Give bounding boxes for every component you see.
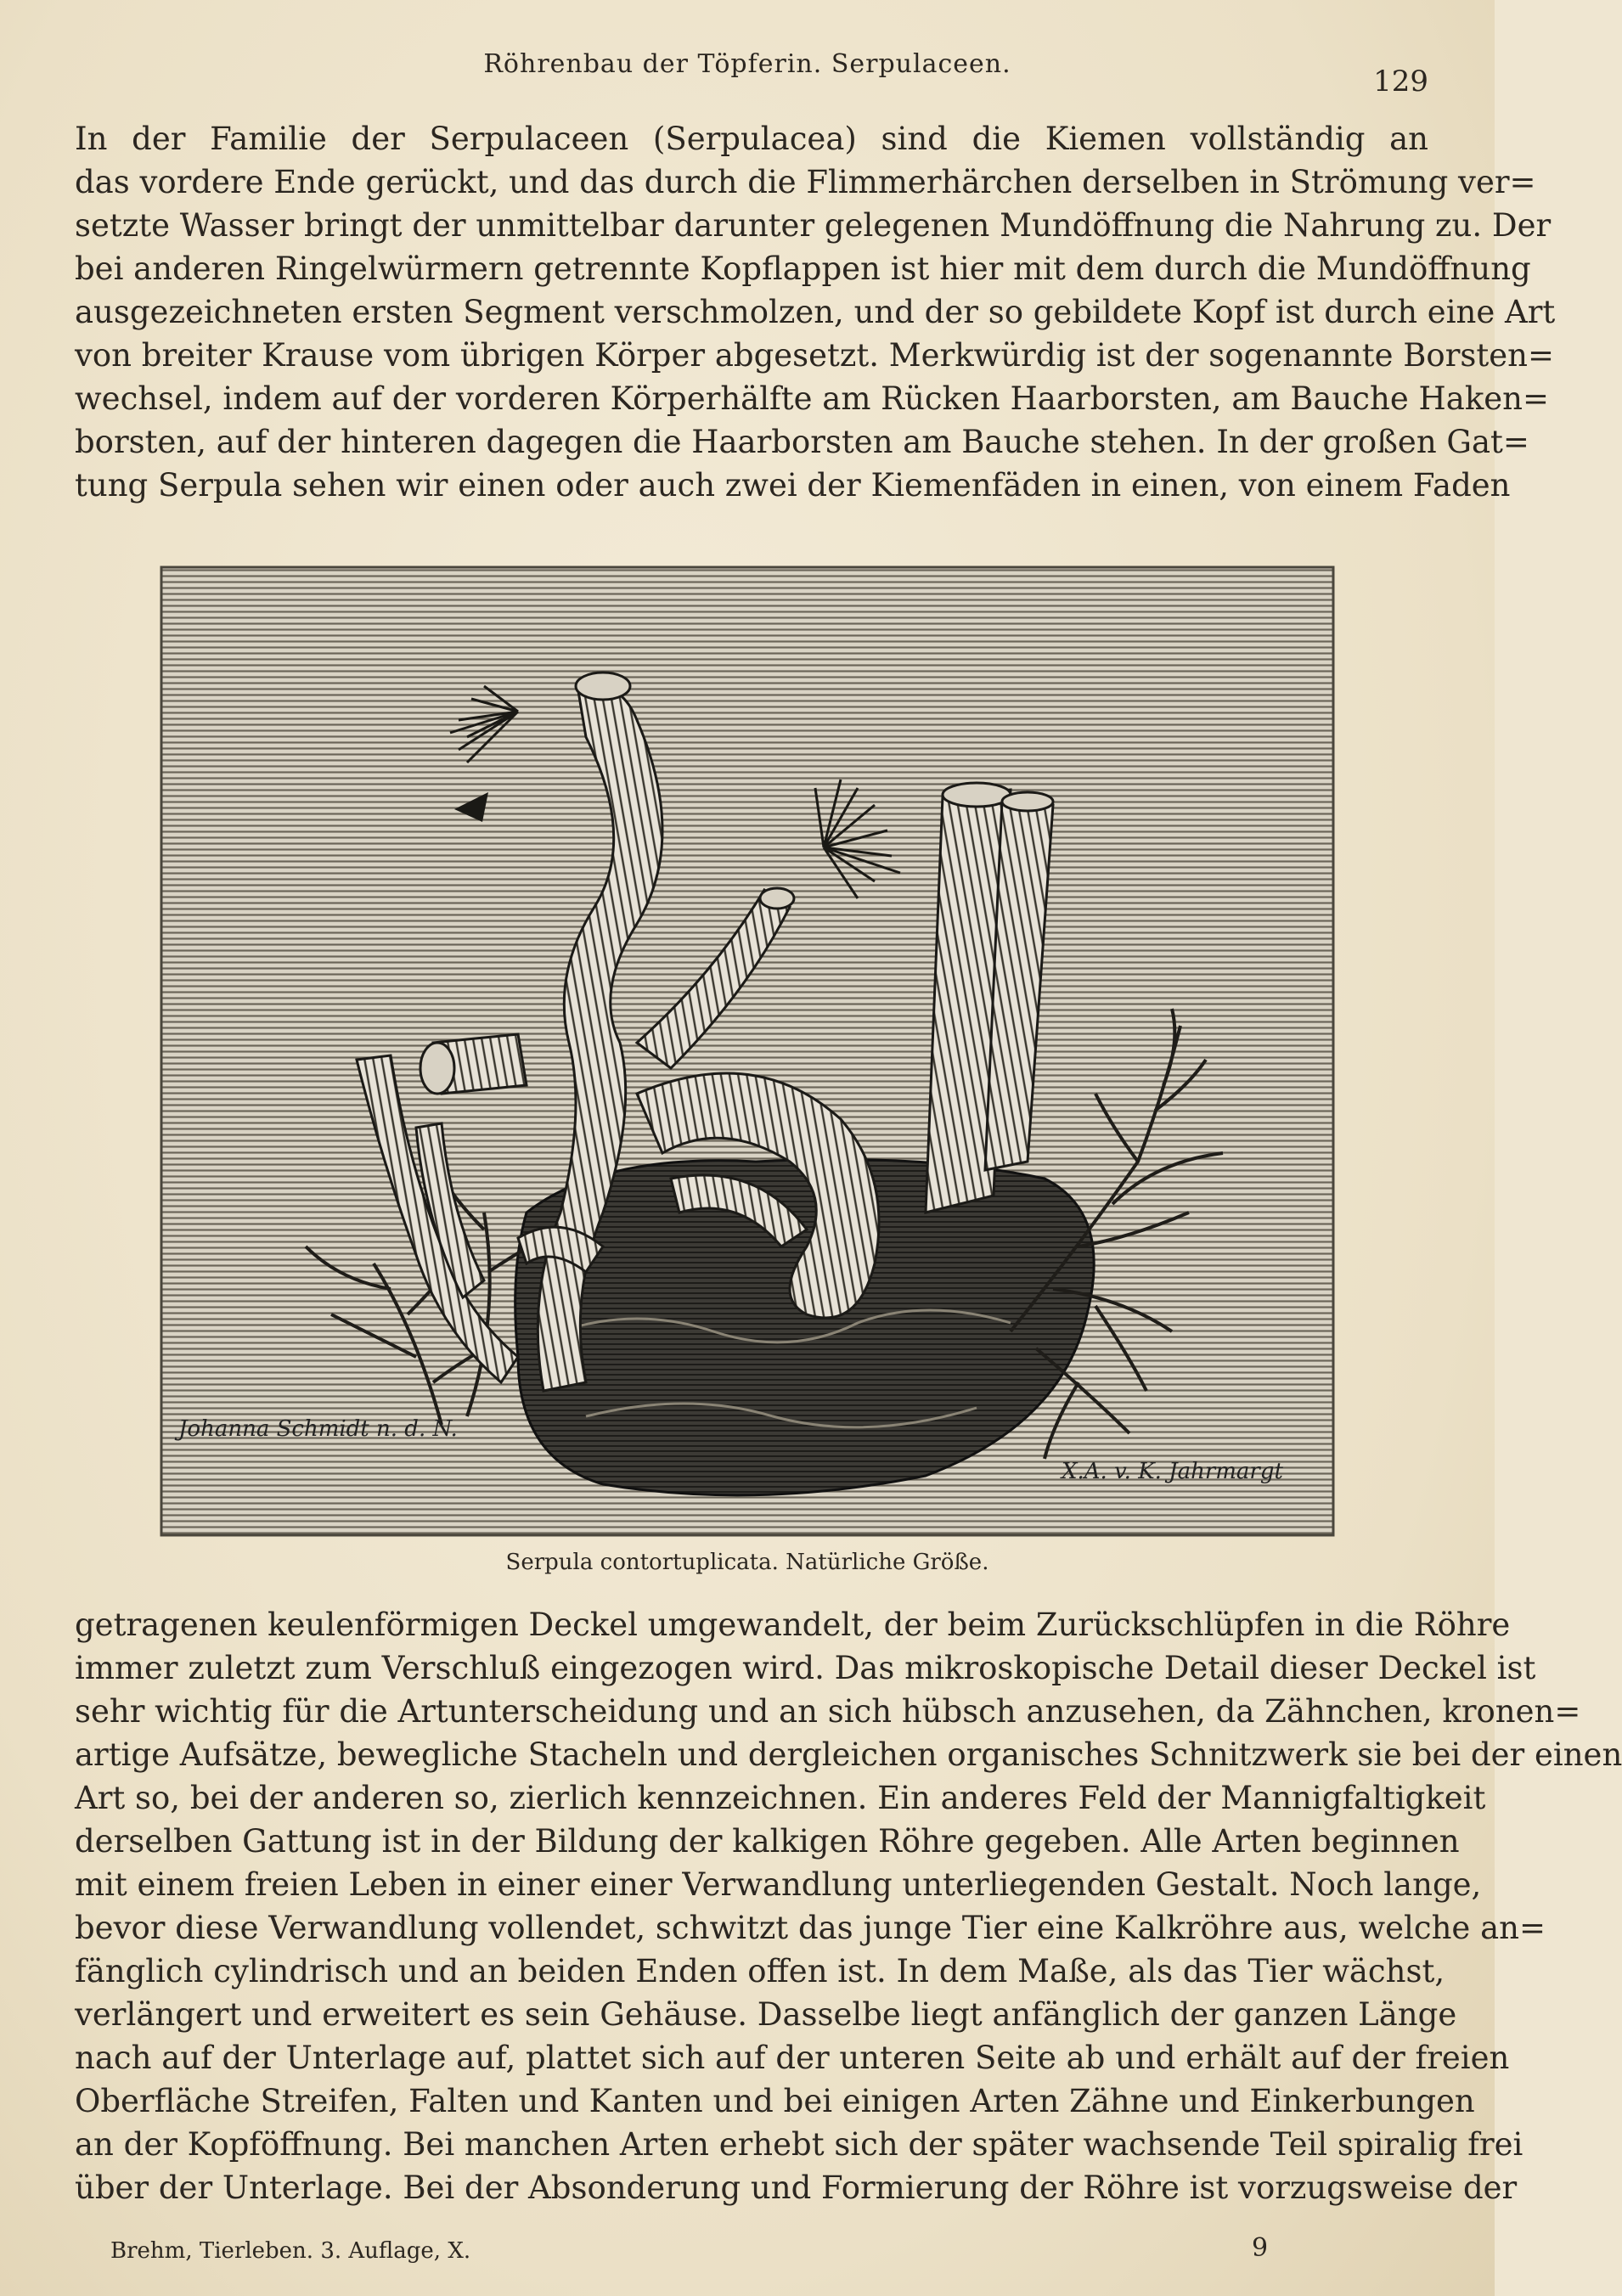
text-line: nach auf der Unterlage auf, plattet sich auf der unteren Seite ab und erhält auf der freien	[75, 2040, 1510, 2076]
text-line: sehr wichtig für die Artunterscheidung und an sich hübsch anzusehen, da Zähnchen, kronen=	[75, 1693, 1581, 1730]
text-line: von breiter Krause vom übrigen Körper abgesetzt. Merkwürdig ist der sogenannte Borsten=	[75, 337, 1554, 374]
text-line: bevor diese Verwandlung vollendet, schwitzt das junge Tier eine Kalkröhre aus, welche an=	[75, 1910, 1546, 1946]
text-line: ausgezeichneten ersten Segment verschmolzen, und der so gebildete Kopf ist durch eine Art	[75, 294, 1556, 330]
text-line: wechsel, indem auf der vorderen Körperhälfte am Rücken Haarborsten, am Bauche Haken=	[75, 380, 1549, 417]
text-line: mit einem freien Leben in einer einer Verwandlung unterliegenden Gestalt. Noch lange,	[75, 1866, 1482, 1903]
text-line: derselben Gattung ist in der Bildung der kalkigen Röhre gegeben. Alle Arten beginnen	[75, 1823, 1460, 1860]
text-line: das vordere Ende gerückt, und das durch die Flimmerhärchen derselben in Strömung ver=	[75, 164, 1536, 200]
signature-left: Johanna Schmidt n. d. N.	[178, 1416, 458, 1442]
footer-signature-mark: 9	[1252, 2233, 1269, 2263]
text-line: setzte Wasser bringt der unmittelbar darunter gelegenen Mundöffnung die Nahrung zu. Der	[75, 207, 1552, 244]
paragraph-top	[75, 117, 1556, 507]
paragraph-bottom	[75, 1603, 1622, 2209]
text-line: verlängert und erweitert es sein Gehäuse. Dasselbe liegt anfänglich der ganzen Länge	[75, 1996, 1457, 2033]
text-line: bei anderen Ringelwürmern getrennte Kopflappen ist hier mit dem durch die Mundöffnung	[75, 250, 1531, 287]
text-line: fänglich cylindrisch und an beiden Enden offen ist. In dem Maße, als das Tier wächst,	[75, 1953, 1445, 1989]
signature-right: X.A. v. K. Jahrmargt	[1062, 1459, 1283, 1484]
text-line: In der Familie der Serpulaceen (Serpulacea) sind die Kiemen vollständig an	[75, 121, 1428, 157]
text-line: getragenen keulenförmigen Deckel umgewandelt, der beim Zurückschlüpfen in die Röhre	[75, 1607, 1511, 1643]
page-number: 129	[1373, 65, 1428, 98]
text-line: borsten, auf der hinteren dagegen die Haarborsten am Bauche stehen. In der großen Gat=	[75, 424, 1529, 460]
engraving-figure	[161, 567, 1333, 1535]
figure-caption: Serpula contortuplicata. Natürliche Größe.	[505, 1550, 989, 1575]
running-head: Röhrenbau der Töpferin. Serpulaceen.	[483, 49, 1011, 79]
text-line: an der Kopföffnung. Bei manchen Arten erhebt sich der später wachsende Teil spiralig frei	[75, 2126, 1523, 2163]
text-line: über der Unterlage. Bei der Absonderung und Formierung der Röhre ist vorzugsweise der	[75, 2169, 1518, 2206]
text-line: Oberfläche Streifen, Falten und Kanten und bei einigen Arten Zähne und Einkerbungen	[75, 2083, 1475, 2119]
footer-book-title: Brehm, Tierleben. 3. Auflage, X.	[110, 2238, 471, 2264]
text-line: tung Serpula sehen wir einen oder auch zwei der Kiemenfäden in einen, von einem Faden	[75, 467, 1511, 504]
text-line: artige Aufsätze, bewegliche Stacheln und dergleichen organisches Schnitzwerk sie bei der einen	[75, 1736, 1622, 1773]
text-line: immer zuletzt zum Verschluß eingezogen wird. Das mikroskopische Detail dieser Deckel ist	[75, 1650, 1536, 1686]
text-line: Art so, bei der anderen so, zierlich kennzeichnen. Ein anderes Feld der Mannigfaltigkeit	[75, 1780, 1486, 1816]
serpula-engraving	[161, 567, 1333, 1535]
